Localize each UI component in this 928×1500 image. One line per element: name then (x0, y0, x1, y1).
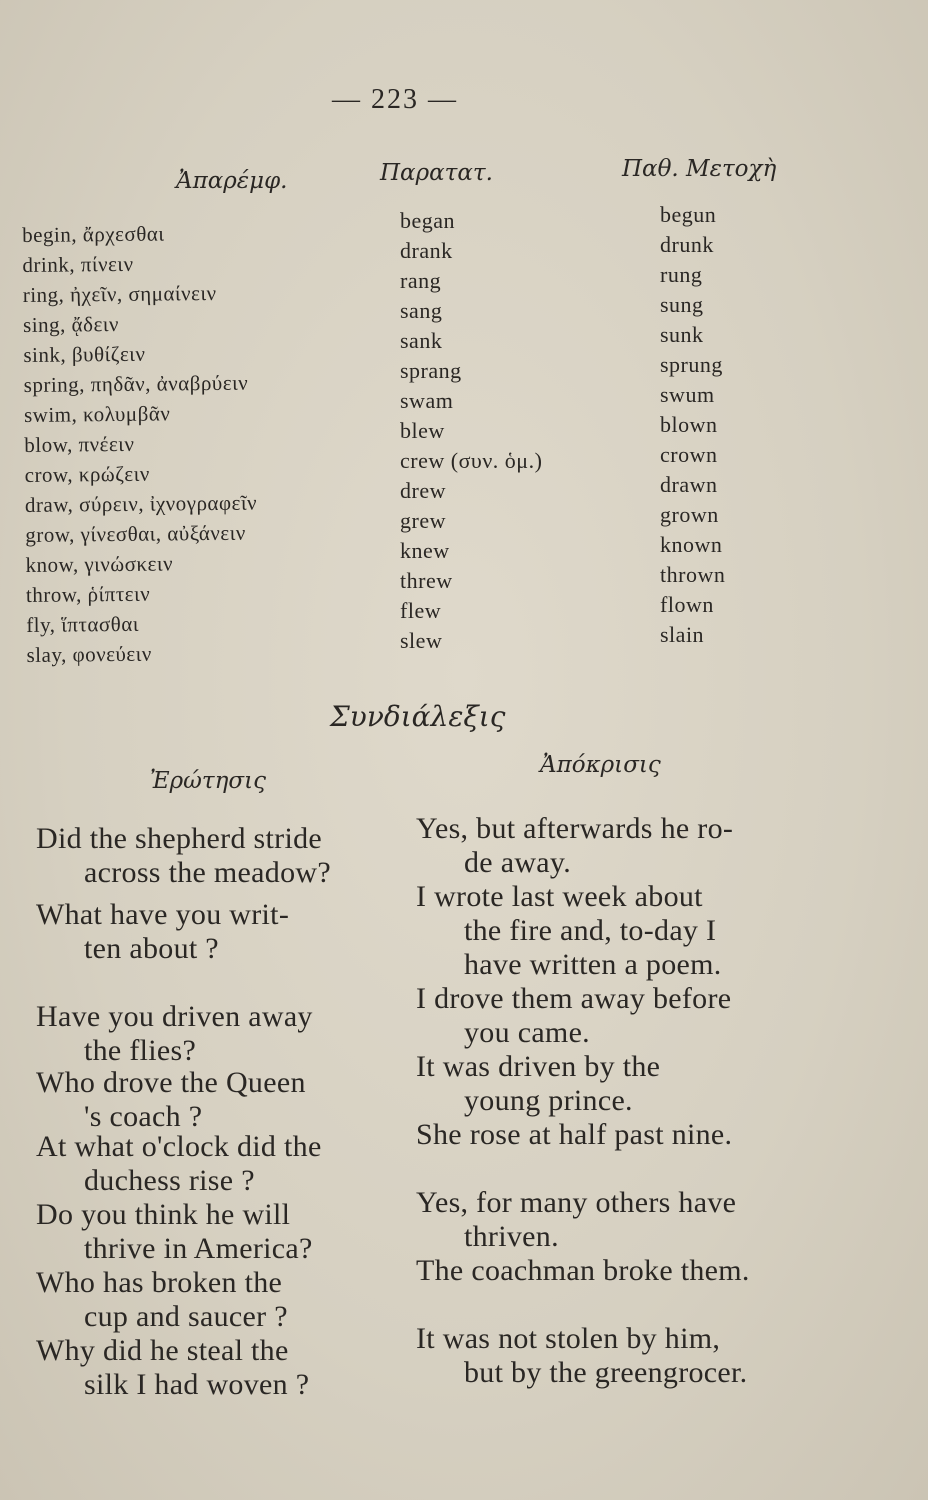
past-entry: crew (συν. ὁμ.) (400, 448, 543, 473)
infinitive-list (22, 218, 259, 670)
question-line: thrive in America? (84, 1232, 313, 1265)
answer-item (416, 812, 816, 880)
question-line: cup and saucer ? (84, 1300, 288, 1333)
question-line: the flies? (84, 1034, 197, 1067)
participle-column-header: Παθ. Μετοχὴ (622, 156, 777, 182)
past-entry: flew (400, 598, 442, 623)
question-line: At what o'clock did the (36, 1130, 322, 1163)
answer-line: you came. (464, 1016, 590, 1049)
infinitive-entry: begin, ἄρχεσθαι (22, 221, 165, 247)
participle-entry: drunk (660, 232, 714, 257)
participle-entry: crown (660, 442, 718, 467)
question-line: Do you think he will (36, 1198, 291, 1231)
participle-entry: sprung (660, 352, 723, 377)
answer-line: I drove them away before (416, 982, 732, 1015)
question-line: Why did he steal the (36, 1334, 289, 1367)
past-list (400, 206, 542, 656)
participle-entry: begun (660, 202, 717, 227)
infinitive-entry: draw, σύρειν, ἰχνογραφεῖν (24, 490, 258, 517)
infinitive-entry: crow, κρώζειν (24, 461, 150, 487)
past-entry: drank (400, 238, 453, 263)
answer-item (416, 1186, 816, 1254)
question-item (36, 1266, 436, 1334)
past-entry: slew (400, 628, 443, 653)
question-line: Who has broken the (36, 1266, 283, 1299)
answer-item (416, 1050, 816, 1118)
question-item (36, 1000, 436, 1068)
participle-entry: drawn (660, 472, 718, 497)
infinitive-entry: blow, πνέειν (24, 431, 135, 457)
answer-line: The coachman broke them. (416, 1254, 750, 1287)
question-item (36, 898, 436, 966)
answer-line: Yes, for many others have (416, 1186, 737, 1219)
past-entry: blew (400, 418, 445, 443)
infinitive-entry: fly, ἵπτασθαι (26, 611, 140, 637)
answer-item (416, 982, 816, 1050)
answer-item (416, 1322, 816, 1390)
past-entry: rang (400, 268, 442, 293)
answer-item (416, 1254, 816, 1288)
answer-line: the fire and, to-day I (464, 914, 717, 947)
question-item (36, 822, 436, 890)
question-line: across the meadow? (84, 856, 331, 889)
past-entry: sprang (400, 358, 462, 383)
infinitive-entry: slay, φονεύειν (26, 641, 152, 667)
past-entry: sang (400, 298, 443, 323)
answer-header: Ἀπόκρισις (540, 752, 661, 778)
infinitive-column-header: Ἀπαρέμφ. (176, 168, 288, 194)
question-line: Did the shepherd stride (36, 822, 322, 855)
participle-entry: rung (660, 262, 703, 287)
participle-entry: slain (660, 622, 705, 647)
dialogue-title: Συνδιάλεξις (330, 700, 506, 733)
participle-entry: sunk (660, 322, 704, 347)
infinitive-entry: swim, κολυμβᾶν (23, 401, 171, 427)
past-entry: threw (400, 568, 453, 593)
answer-line: It was not stolen by him, (416, 1322, 721, 1355)
past-entry: began (400, 208, 456, 233)
question-line: silk I had woven ? (84, 1368, 310, 1401)
answer-line: thriven. (464, 1220, 559, 1253)
answer-line: Yes, but afterwards he ro- (416, 812, 734, 845)
question-line: Who drove the Queen (36, 1066, 306, 1099)
question-item (36, 1198, 436, 1266)
question-line: Have you driven away (36, 1000, 313, 1033)
infinitive-entry: sink, βυθίζειν (23, 341, 146, 367)
past-entry: drew (400, 478, 446, 503)
participle-entry: flown (660, 592, 714, 617)
question-header: Ἐρώτησις (150, 768, 266, 794)
infinitive-entry: know, γινώσκειν (25, 551, 174, 577)
participle-entry: thrown (660, 562, 726, 587)
answer-line: She rose at half past nine. (416, 1118, 733, 1151)
infinitive-entry: spring, πηδᾶν, ἀναβρύειν (23, 370, 249, 397)
answer-line: but by the greengrocer. (464, 1356, 748, 1389)
infinitive-entry: throw, ῥίπτειν (25, 581, 151, 607)
question-line: ten about ? (84, 932, 219, 965)
infinitive-entry: grow, γίνεσθαι, αὐξάνειν (25, 520, 246, 547)
infinitive-entry: ring, ἠχεῖν, σημαίνειν (22, 280, 217, 307)
question-item (36, 1066, 436, 1134)
answer-line: I wrote last week about (416, 880, 703, 913)
past-column-header: Παρατατ. (380, 160, 493, 186)
page-number: — 223 — (332, 84, 458, 115)
infinitive-entry: drink, πίνειν (22, 251, 134, 277)
past-entry: grew (400, 508, 446, 533)
past-entry: knew (400, 538, 450, 563)
question-line: What have you writ- (36, 898, 290, 931)
answer-item (416, 880, 816, 982)
past-entry: sank (400, 328, 443, 353)
answer-line: have written a poem. (464, 948, 722, 981)
question-item (36, 1130, 436, 1198)
past-entry: swam (400, 388, 454, 413)
participle-entry: grown (660, 502, 719, 527)
participle-entry: known (660, 532, 723, 557)
participle-entry: sung (660, 292, 704, 317)
answer-item (416, 1118, 816, 1152)
participle-entry: swum (660, 382, 715, 407)
infinitive-entry: sing, ᾄδειν (22, 311, 120, 337)
answer-line: young prince. (464, 1084, 633, 1117)
answer-line: It was driven by the (416, 1050, 661, 1083)
question-item (36, 1334, 436, 1402)
question-line: 's coach ? (84, 1100, 203, 1133)
question-line: duchess rise ? (84, 1164, 255, 1197)
answer-line: de away. (464, 846, 572, 879)
participle-list (660, 200, 725, 650)
participle-entry: blown (660, 412, 718, 437)
